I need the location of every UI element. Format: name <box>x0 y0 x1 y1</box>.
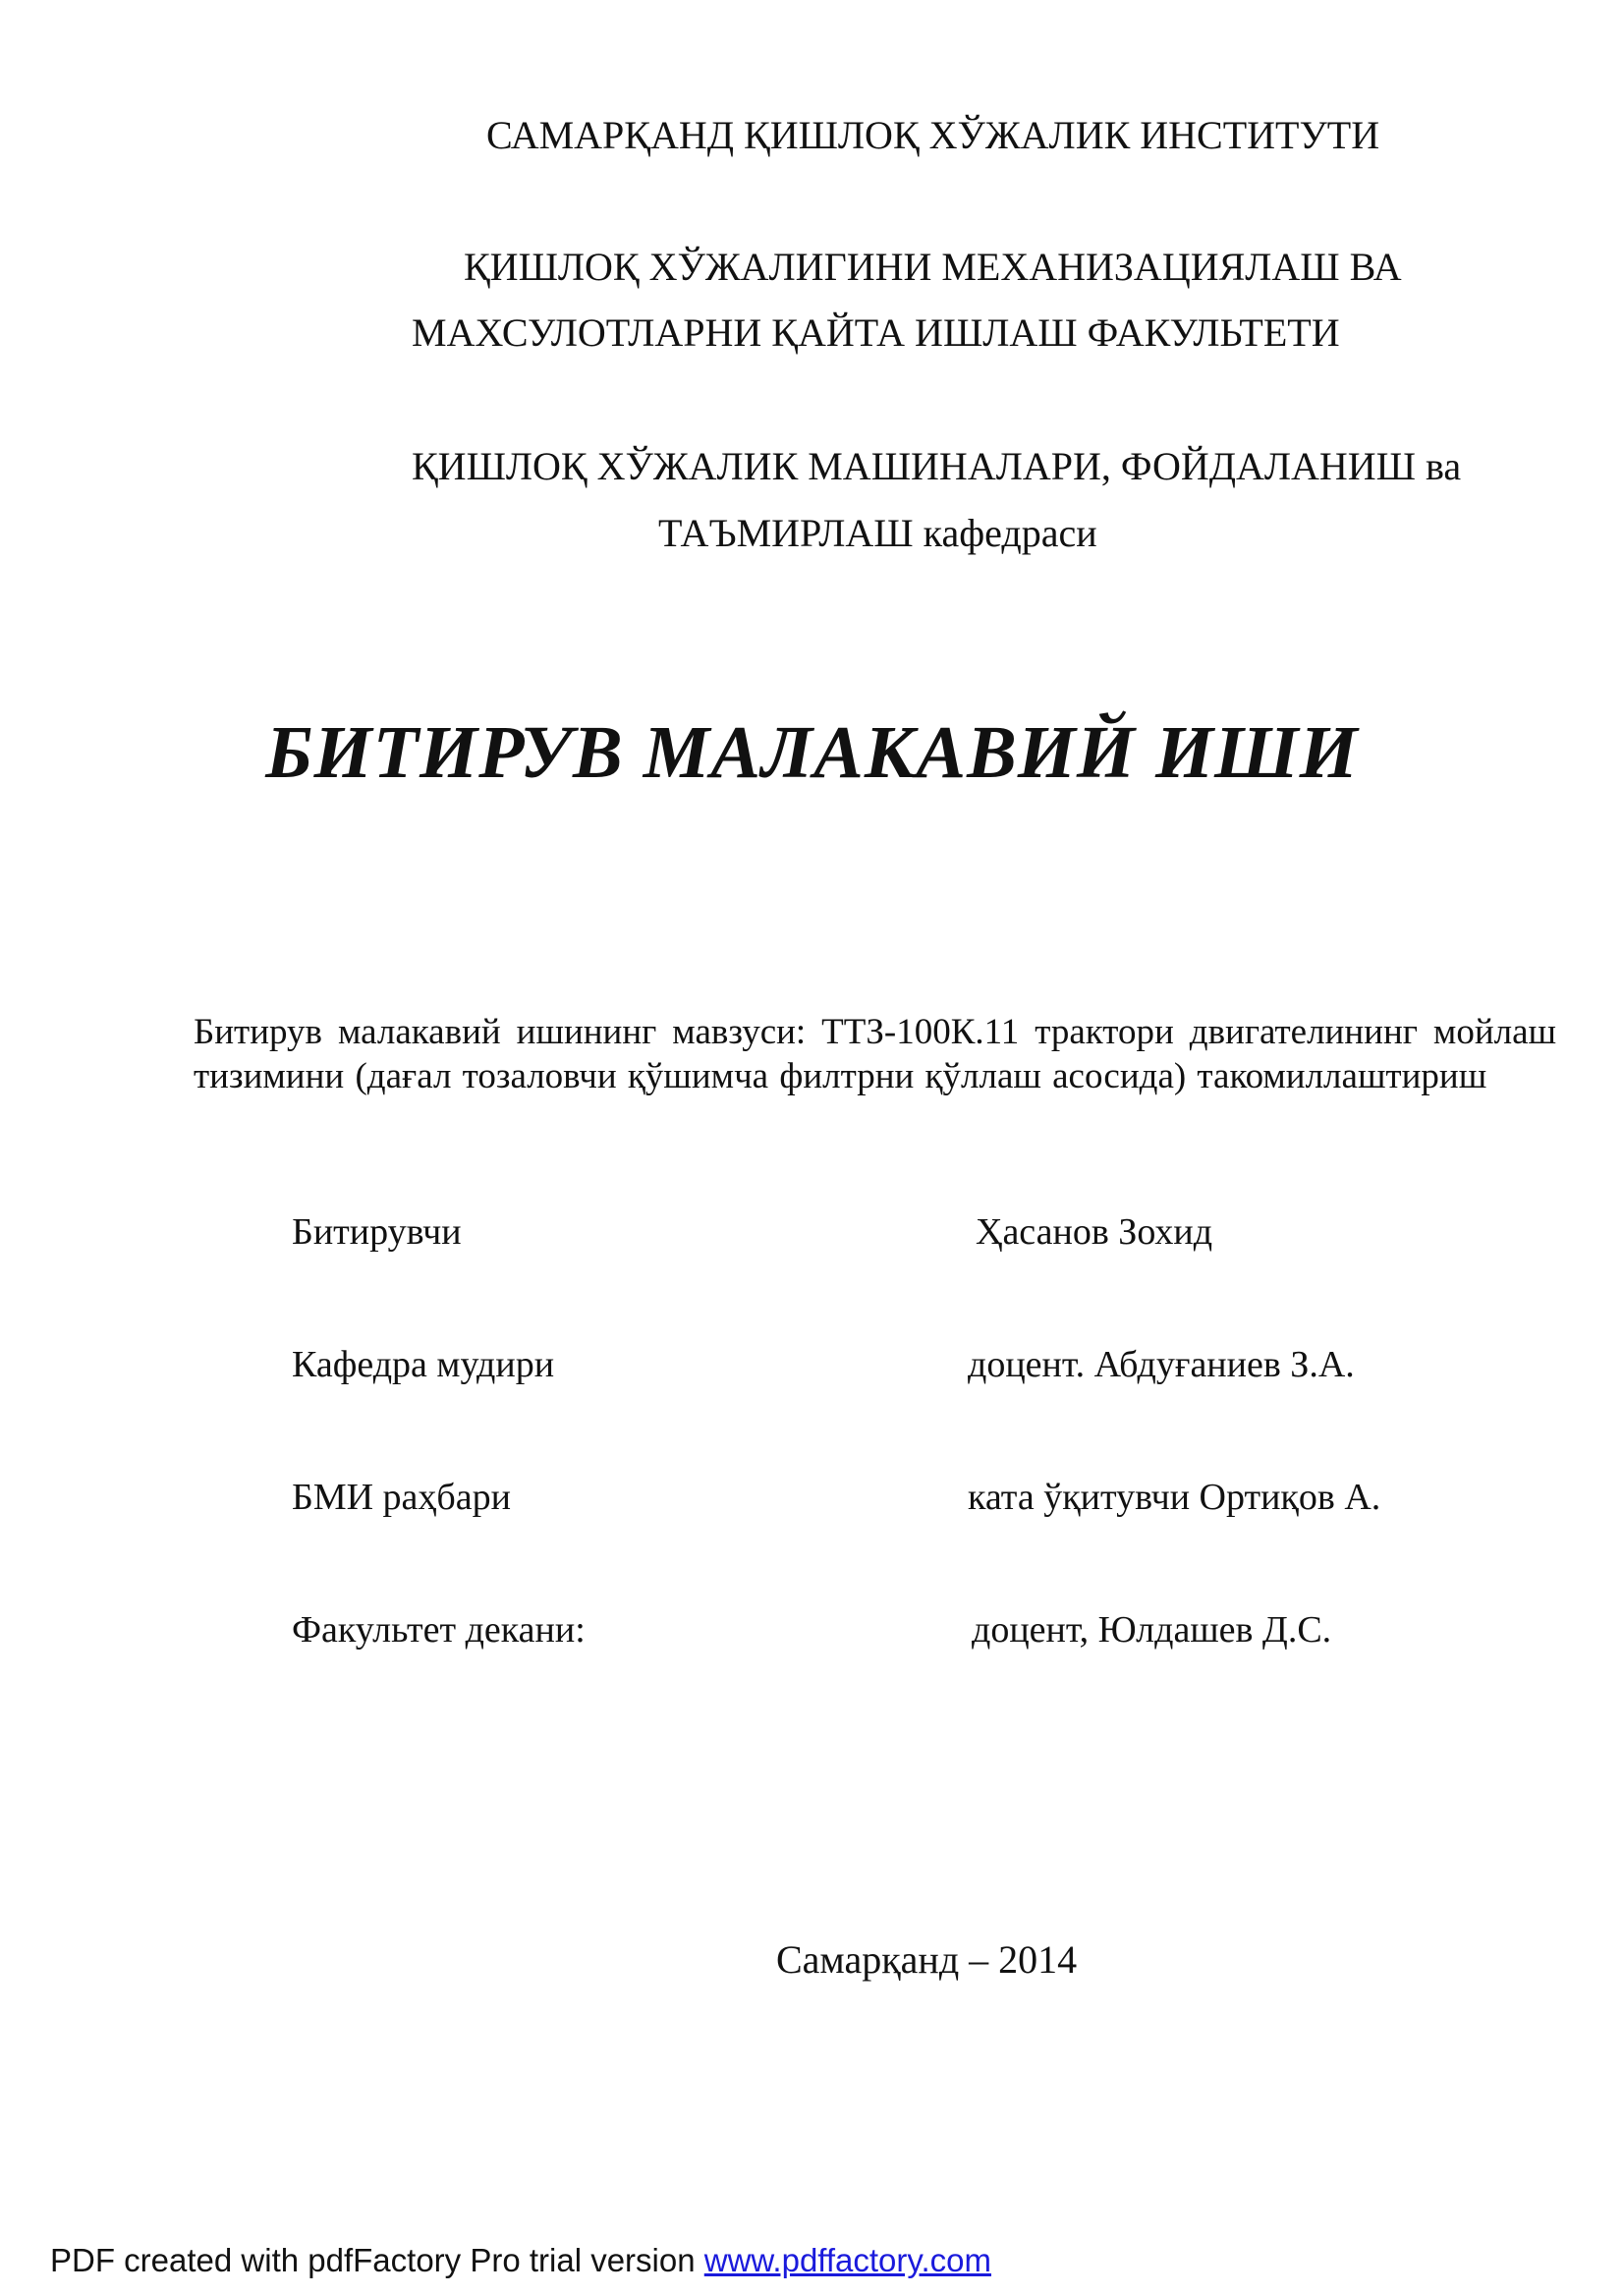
role-supervisor: БМИ раҳбари <box>292 1477 511 1518</box>
footer-link[interactable]: www.pdffactory.com <box>703 2242 991 2278</box>
thesis-topic: Битирув малакавий ишининг мавзуси: ТТЗ-100К.11 трактори двигателининг мойлаш тизимини (дағал тозаловчи қўшимча филтрни қўллаш асосида) такомиллаштириш <box>194 1012 1556 1096</box>
header-faculty-line1: ҚИШЛОҚ ХЎЖАЛИГИНИ МЕХАНИЗАЦИЯЛАШ ВА <box>464 245 1402 289</box>
footer-text: PDF created with pdfFactory Pro trial version <box>50 2242 704 2278</box>
role-department-head: Кафедра мудири <box>292 1344 555 1385</box>
header-institute: САМАРҚАНД ҚИШЛОҚ ХЎЖАЛИК ИНСТИТУТИ <box>486 113 1380 157</box>
name-department-head: доцент. Абдуғаниев З.А. <box>968 1344 1355 1385</box>
pdf-footer <box>50 2244 991 2276</box>
header-department-line1: ҚИШЛОҚ ХЎЖАЛИК МАШИНАЛАРИ, ФОЙДАЛАНИШ ва <box>412 444 1462 488</box>
document-title: БИТИРУВ МАЛАКАВИЙ ИШИ <box>265 711 1359 794</box>
name-dean: доцент, Юлдашев Д.С. <box>972 1609 1332 1651</box>
name-supervisor: ката ўқитувчи Ортиқов А. <box>968 1477 1381 1518</box>
header-faculty-line2: МАХСУЛОТЛАРНИ ҚАЙТА ИШЛАШ ФАКУЛЬТЕТИ <box>412 310 1340 355</box>
name-graduate: Ҳасанов Зохид <box>976 1211 1213 1253</box>
role-graduate: Битирувчи <box>292 1211 462 1253</box>
role-dean: Факультет декани: <box>292 1609 586 1651</box>
header-department-line2: ТАЪМИРЛАШ кафедраси <box>658 511 1097 555</box>
place-year: Самарқанд – 2014 <box>776 1937 1078 1982</box>
